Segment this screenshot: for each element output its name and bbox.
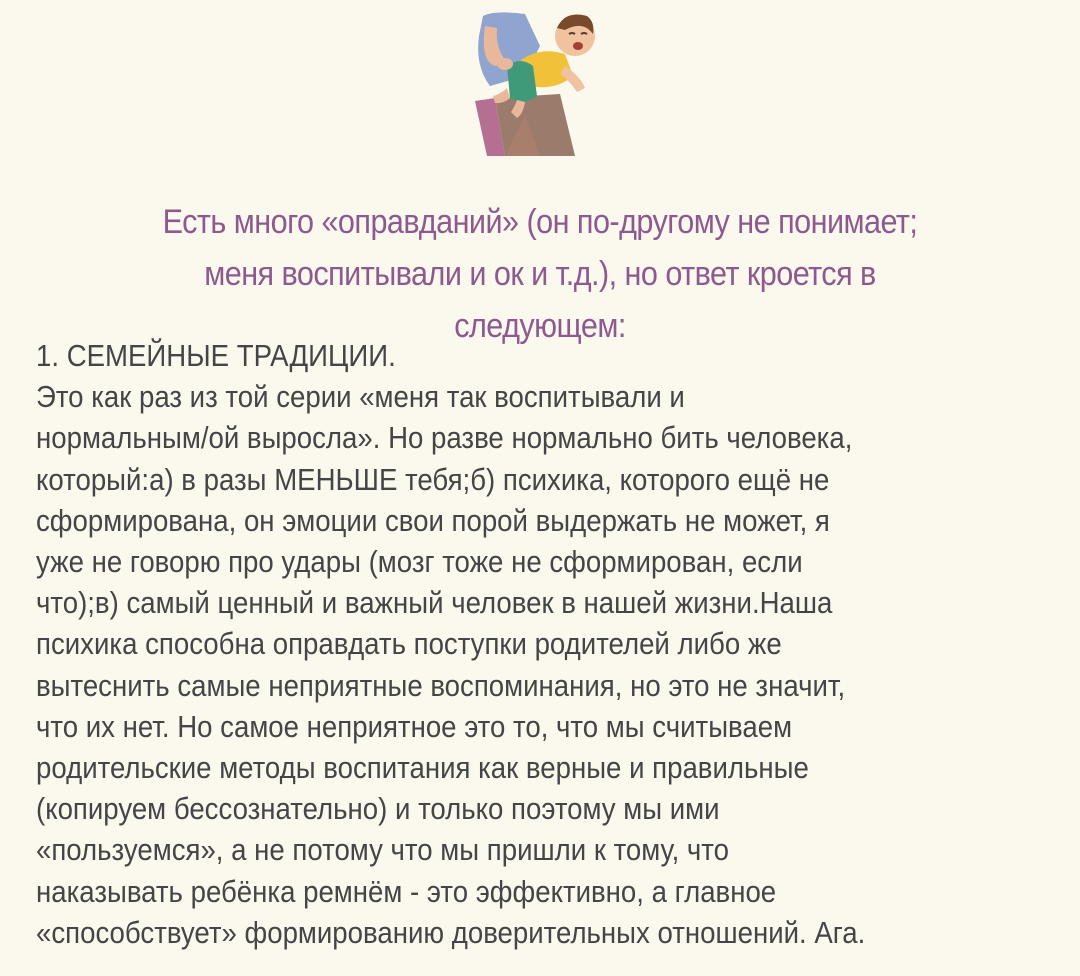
body-line: вытеснить самые неприятные воспоминания, но это не значит, <box>36 668 846 703</box>
body-line: что их нет. Но самое неприятное это то, что мы считываем <box>36 709 793 744</box>
body-line: что);в) самый ценный и важный человек в нашей жизни.Наша <box>36 586 833 621</box>
lead-line: Есть много «оправданий» (он по-другому не понимает; <box>162 203 918 241</box>
lead-line: следующем: <box>454 307 626 345</box>
section-heading: 1. СЕМЕЙНЫЕ ТРАДИЦИИ. <box>36 339 396 373</box>
body-line: уже не говорю про удары (мозг тоже не сформирован, если <box>36 545 803 580</box>
lead-paragraph <box>81 196 999 352</box>
body-line: «способствует» формированию доверительных отношений. Ага. <box>36 915 866 950</box>
body-line: психика способна оправдать поступки родителей либо же <box>36 627 782 662</box>
body-line: который:а) в разы МЕНЬШЕ тебя;б) психика, которого ещё не <box>36 462 830 497</box>
section-body <box>36 336 1050 954</box>
body-line: (копируем бессознательно) и только поэтому мы ими <box>36 792 720 827</box>
body-line: родительские методы воспитания как верные и правильные <box>36 751 809 786</box>
parent-spanking-child-illustration <box>465 6 615 156</box>
lead-line: меня воспитывали и ок и т.д.), но ответ кроется в <box>204 255 876 293</box>
body-line: сформирована, он эмоции свои порой выдержать не может, я <box>36 503 830 538</box>
body-line: нормальным/ой выросла». Но разве нормально бить человека, <box>36 421 853 456</box>
body-line: «пользуемся», а не потому что мы пришли к тому, что <box>36 833 729 868</box>
body-line: Это как раз из той серии «меня так воспитывали и <box>36 380 685 415</box>
body-line: наказывать ребёнка ремнём - это эффективно, а главное <box>36 874 777 909</box>
